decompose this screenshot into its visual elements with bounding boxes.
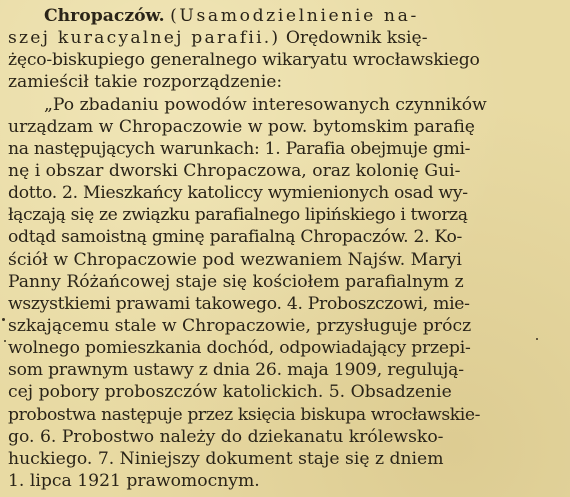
article-line-13: wszystkiemi prawami takowego. 4. Proboszczowi, mie- [8, 294, 470, 314]
article-title-line [44, 6, 419, 28]
article-line-8: dotto. 2. Mieszkańcy katoliccy wymienionych osad wy- [8, 183, 468, 203]
article-line-15: wolnego pomieszkania dochód, odpowiadający przepi- [8, 338, 471, 358]
article-line-2: żęco-biskupiego generalnego wikaryatu wrocławskiego [8, 50, 480, 70]
article-subtitle-part1: (Usamodzielnienie na- [170, 6, 419, 26]
article-heading: Chropaczów. [44, 6, 165, 26]
article-subtitle-part2: szej kuracyalnej parafii.) [8, 28, 281, 48]
article-line-20: huckiego. 7. Niniejszy dokument staje się z dniem [8, 449, 444, 469]
article-line-12: Panny Różańcowej staje się kościołem parafialnym z [8, 272, 464, 292]
article-line-4: „Po zbadaniu powodów interesowanych czynników [44, 95, 487, 115]
article-line-16: som prawnym ustawy z dnia 26. maja 1909, regulują- [8, 360, 464, 380]
print-speck [4, 340, 6, 342]
article-line-9: łączają się ze związku parafialnego lipińskiego i tworzą [8, 205, 468, 225]
article-line-14: szkającemu stale w Chropaczowie, przysługuje prócz [8, 316, 472, 336]
article-line-18: probostwa następuje przez księcia biskupa wrocławskie- [8, 405, 481, 425]
article-line-10: odtąd samoistną gminę parafialną Chropaczów. 2. Ko- [8, 227, 463, 247]
article-line-21: 1. lipca 1921 prawomocnym. [8, 471, 260, 491]
print-speck [536, 338, 538, 340]
article-line-3: zamieścił takie rozporządzenie: [8, 72, 283, 92]
article-text: Orędownik księ- [285, 28, 428, 48]
article-line-1 [8, 28, 428, 50]
article-line-6: na następujących warunkach: 1. Parafia obejmuje gmi- [8, 139, 471, 159]
article-line-17: cej pobory proboszczów katolickich. 5. Obsadzenie [8, 382, 452, 402]
print-speck [2, 318, 5, 321]
article-line-19: go. 6. Probostwo należy do dziekanatu królewsko- [8, 427, 444, 447]
article-line-7: nę i obszar dworski Chropaczowa, oraz kolonię Gui- [8, 161, 461, 181]
article-line-5: urządzam w Chropaczowie w pow. bytomskim parafię [8, 117, 475, 137]
article-line-11: ściół w Chropaczowie pod wezwaniem Najśw. Maryi [8, 250, 462, 270]
